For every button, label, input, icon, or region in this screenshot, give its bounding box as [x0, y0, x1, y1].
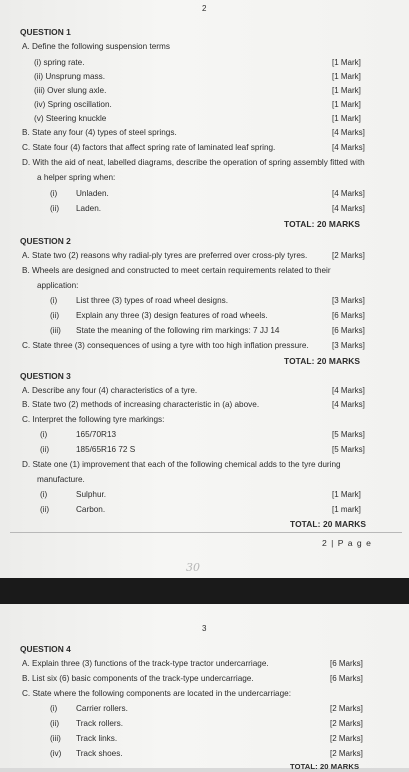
page-footer: 2 | P a g e: [322, 538, 372, 548]
q2-b-item: List three (3) types of road wheel designs.: [76, 296, 229, 305]
q3-d-item: Sulphur.: [76, 490, 107, 499]
q3-c-item-num: (ii): [40, 445, 50, 454]
q3-d-item-num: (ii): [40, 505, 50, 514]
q1-a-item-mark: [1 Mark]: [332, 58, 361, 67]
q3-c-item: 165/70R13: [76, 430, 117, 439]
q4-c-item: Track rollers.: [76, 719, 124, 728]
q1-a-item-mark: [1 Mark]: [332, 100, 361, 109]
question-2-heading: QUESTION 2: [20, 236, 71, 246]
q2-total: TOTAL: 20 MARKS: [284, 356, 361, 366]
q1-total: TOTAL: 20 MARKS: [284, 219, 361, 229]
q4-c-item: Track links.: [76, 734, 118, 743]
q3-part-d: D. State one (1) improvement that each of the following chemical adds to the tyre during: [22, 460, 341, 469]
q2-part-b-cont: application:: [37, 281, 79, 290]
q2-b-item-mark: [3 Marks]: [332, 296, 365, 305]
q1-part-a: A. Define the following suspension terms: [22, 42, 170, 51]
q3-c-item-num: (i): [40, 430, 48, 439]
q4-part-a: A. Explain three (3) functions of the track-type tractor undercarriage.: [22, 659, 269, 668]
q4-total: TOTAL: 20 MARKS: [290, 762, 360, 771]
footer-divider: [10, 532, 402, 533]
q2-part-b: B. Wheels are designed and constructed to meet certain requirements related to their: [22, 266, 331, 275]
q2-part-c-mark: [3 Marks]: [332, 341, 365, 350]
page-separator: [0, 578, 409, 604]
q2-b-item-mark: [6 Marks]: [332, 311, 365, 320]
q1-a-item: (iv) Spring oscillation.: [34, 100, 112, 109]
q4-c-item-num: (ii): [50, 719, 60, 728]
q1-a-item: (i) spring rate.: [34, 58, 85, 67]
q1-part-c-mark: [4 Marks]: [332, 143, 365, 152]
q3-d-item-mark: [1 mark]: [332, 505, 361, 514]
q2-b-item-mark: [6 Marks]: [332, 326, 365, 335]
q1-a-item-mark: [1 Mark]: [332, 86, 361, 95]
q4-part-a-mark: [6 Marks]: [330, 659, 363, 668]
q1-a-item-mark: [1 Mark]: [332, 114, 361, 123]
q1-a-item: (v) Steering knuckle: [34, 114, 107, 123]
q4-c-item-mark: [2 Marks]: [330, 749, 363, 758]
q1-d-item-num: (ii): [50, 204, 60, 213]
q3-c-item: 185/65R16 72 S: [76, 445, 136, 454]
q2-b-item-num: (ii): [50, 311, 60, 320]
q3-part-d-cont: manufacture.: [37, 475, 85, 484]
q1-part-b-mark: [4 Marks]: [332, 128, 365, 137]
q3-d-item: Carbon.: [76, 505, 106, 514]
q3-total: TOTAL: 20 MARKS: [290, 519, 367, 529]
page-number: 3: [202, 624, 207, 633]
q3-part-a: A. Describe any four (4) characteristics of a tyre.: [22, 386, 198, 395]
q1-d-item: Unladen.: [76, 189, 109, 198]
q4-c-item-num: (iv): [50, 749, 62, 758]
q3-d-item-mark: [1 Mark]: [332, 490, 361, 499]
q4-c-item-mark: [2 Marks]: [330, 734, 363, 743]
q1-d-item-num: (i): [50, 189, 58, 198]
q1-part-c: C. State four (4) factors that affect spring rate of laminated leaf spring.: [22, 143, 276, 152]
q3-part-b-mark: [4 Marks]: [332, 400, 365, 409]
q4-c-item-mark: [2 Marks]: [330, 704, 363, 713]
q2-part-a-mark: [2 Marks]: [332, 251, 365, 260]
q3-part-c: C. Interpret the following tyre markings:: [22, 415, 165, 424]
q4-part-b-mark: [6 Marks]: [330, 674, 363, 683]
pencil-scribble: 30: [186, 561, 200, 574]
q4-part-b: B. List six (6) basic components of the track-type undercarriage.: [22, 674, 254, 683]
q2-b-item-num: (iii): [50, 326, 61, 335]
q1-d-item-mark: [4 Marks]: [332, 189, 365, 198]
exam-page-3: [0, 604, 409, 771]
q4-c-item-num: (i): [50, 704, 58, 713]
question-4-heading: QUESTION 4: [20, 644, 71, 654]
q3-part-a-mark: [4 Marks]: [332, 386, 365, 395]
q4-c-item-mark: [2 Marks]: [330, 719, 363, 728]
q1-a-item: (ii) Unsprung mass.: [34, 72, 105, 81]
page-number: 2: [202, 4, 207, 13]
q2-part-a: A. State two (2) reasons why radial-ply tyres are preferred over cross-ply tyres.: [22, 251, 308, 260]
q1-part-d-cont: a helper spring when:: [37, 173, 116, 182]
question-1-heading: QUESTION 1: [20, 27, 71, 37]
question-3-heading: QUESTION 3: [20, 371, 71, 381]
q4-c-item: Track shoes.: [76, 749, 123, 758]
q1-d-item-mark: [4 Marks]: [332, 204, 365, 213]
q2-part-c: C. State three (3) consequences of using a tyre with too high inflation pressure.: [22, 341, 309, 350]
q3-d-item-num: (i): [40, 490, 48, 499]
q2-b-item: State the meaning of the following rim markings: 7 JJ 14: [76, 326, 280, 335]
q1-d-item: Laden.: [76, 204, 102, 213]
q4-c-item: Carrier rollers.: [76, 704, 128, 713]
q3-part-b: B. State two (2) methods of increasing characteristic in (a) above.: [22, 400, 260, 409]
q1-a-item-mark: [1 Mark]: [332, 72, 361, 81]
q1-part-d: D. With the aid of neat, labelled diagrams, describe the operation of spring assembly fitted with: [22, 158, 365, 167]
q3-c-item-mark: [5 Marks]: [332, 430, 365, 439]
q3-c-item-mark: [5 Marks]: [332, 445, 365, 454]
q1-a-item: (iii) Over slung axle.: [34, 86, 107, 95]
q4-c-item-num: (iii): [50, 734, 61, 743]
q1-part-b: B. State any four (4) types of steel springs.: [22, 128, 177, 137]
q2-b-item: Explain any three (3) design features of road wheels.: [76, 311, 268, 320]
q4-part-c: C. State where the following components are located in the undercarriage:: [22, 689, 291, 698]
q2-b-item-num: (i): [50, 296, 58, 305]
